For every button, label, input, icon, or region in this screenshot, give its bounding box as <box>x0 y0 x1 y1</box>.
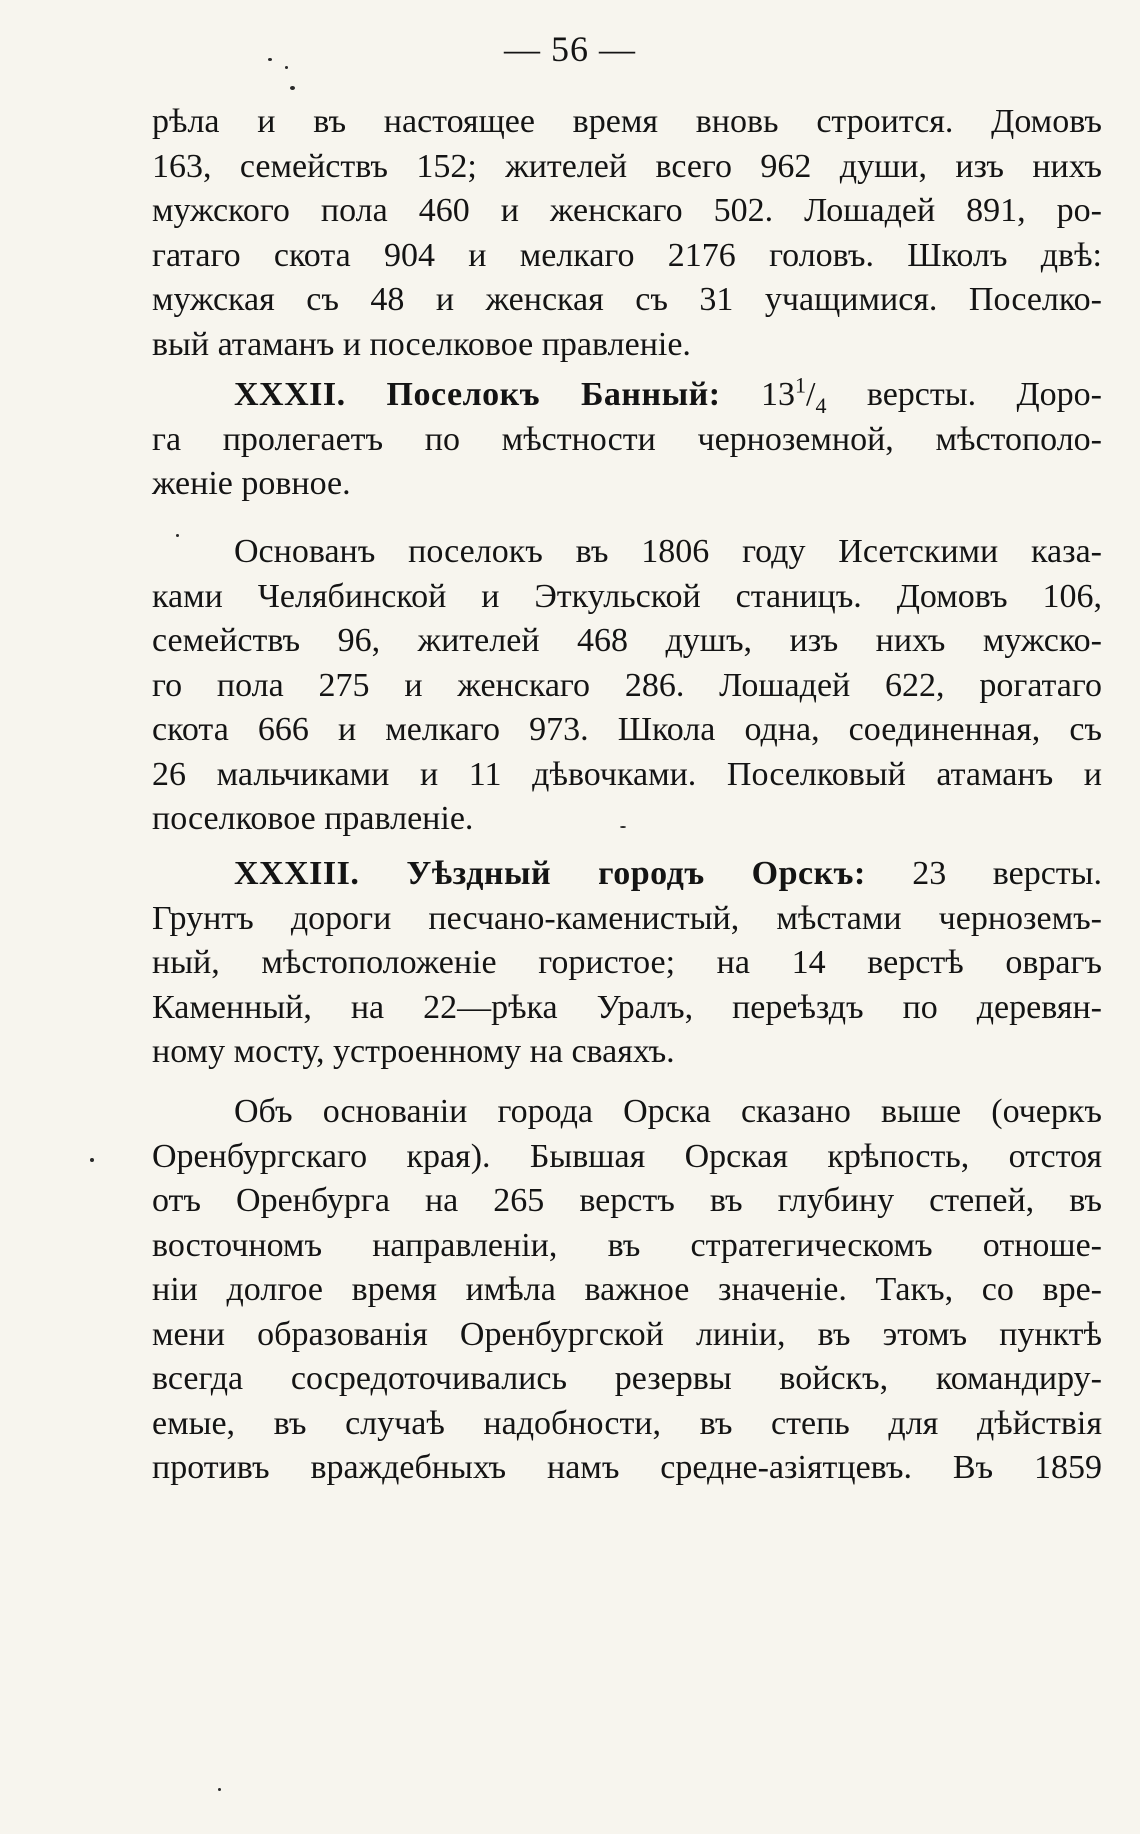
section-heading: XXXII. Поселокъ Банный: <box>234 376 721 413</box>
scan-speck <box>290 86 295 90</box>
text-line: восточномъ направленіи, въ стратегическомъ отноше- <box>152 1226 1102 1264</box>
text-line: га пролегаетъ по мѣстности черноземной, мѣстополо- <box>152 420 1102 458</box>
text-line: рѣла и въ настоящее время вновь строится. Домовъ <box>152 103 1102 140</box>
text-line: гатаго скота 904 и мелкаго 2176 головъ. Школъ двѣ: <box>152 236 1102 274</box>
text-line: всегда сосредоточивались резервы войскъ, командиру- <box>152 1360 1102 1397</box>
scan-speck <box>268 58 272 61</box>
text-line: Оренбургскаго края). Бывшая Орская крѣпость, отстоя <box>152 1137 1102 1175</box>
text-line: ному мосту, устроенному на сваяхъ. <box>152 1033 675 1070</box>
text-line: го пола 275 и женскаго 286. Лошадей 622, рогатаго <box>152 666 1102 704</box>
text-line: Грунтъ дороги песчано-каменистый, мѣстами черноземъ- <box>152 899 1102 937</box>
section-heading-line <box>152 852 1102 897</box>
text-line: 26 мальчиками и 11 дѣвочками. Поселковый атаманъ и <box>152 755 1102 793</box>
paragraph-1 <box>152 100 1102 367</box>
section-heading-line: XXXII. Поселокъ Банный: $13^1/_4$ версты. Доро- <box>234 372 1102 418</box>
text-line: 163, семействъ 152; жителей всего 962 души, изъ нихъ <box>152 147 1102 185</box>
text-line: мужского пола 460 и женскаго 502. Лошадей 891, ро- <box>152 192 1102 229</box>
text-line: вый атаманъ и поселковое правленіе. <box>152 325 691 363</box>
text-line: емые, въ случаѣ надобности, въ степь для дѣйствія <box>152 1404 1102 1442</box>
text-line: скота 666 и мелкаго 973. Школа одна, соединенная, съ <box>152 711 1102 748</box>
scan-speck <box>176 534 179 537</box>
text-line: противъ враждебныхъ намъ средне-азіятцевъ. Въ 1859 <box>152 1449 1102 1486</box>
scan-speck <box>90 1158 94 1162</box>
text-line: ками Челябинской и Эткульской станицъ. Домовъ 106, <box>152 577 1102 615</box>
distance-fraction-denominator: 4 <box>815 392 827 418</box>
page-number: — 56 — <box>504 29 636 69</box>
paragraph-3 <box>152 530 1102 842</box>
text-line: семействъ 96, жителей 468 душъ, изъ нихъ мужско- <box>152 622 1102 659</box>
text-line: Основанъ поселокъ въ 1806 году Исетскими каза- <box>234 533 1102 570</box>
heading-rest: версты. Доро- <box>866 376 1102 413</box>
text-line: отъ Оренбурга на 265 верстъ въ глубину степей, въ <box>152 1182 1102 1219</box>
distance-whole: 13 <box>760 376 795 413</box>
paragraph-5 <box>152 1090 1102 1491</box>
paragraph-2 <box>152 373 1102 507</box>
text-line: ный, мѣстоположеніе гористое; на 14 верстѣ оврагъ <box>152 944 1102 981</box>
text-line: ніи долгое время имѣла важное значеніе. Такъ, со вре- <box>152 1271 1102 1308</box>
scan-speck <box>285 66 288 69</box>
paragraph-4 <box>152 852 1102 1075</box>
text-line: Объ основаніи города Орска сказано выше (очеркъ <box>234 1093 1102 1130</box>
heading-rest: 23 версты. <box>912 855 1102 892</box>
section-heading: XXXIII. Уѣздный городъ Орскъ: <box>234 855 866 892</box>
text-line: поселковое правленіе. <box>152 800 474 837</box>
scan-speck <box>218 1788 221 1791</box>
distance-fraction-numerator: 1 <box>794 372 806 398</box>
scan-speck <box>620 826 626 828</box>
text-line: Каменный, на 22—рѣка Уралъ, переѣздъ по деревян- <box>152 988 1102 1026</box>
text-line: женіе ровное. <box>152 465 351 502</box>
text-line: мужская съ 48 и женская съ 31 учащимися. Поселко- <box>152 281 1102 318</box>
text-line: мени образованія Оренбургской линіи, въ этомъ пунктѣ <box>152 1315 1102 1353</box>
